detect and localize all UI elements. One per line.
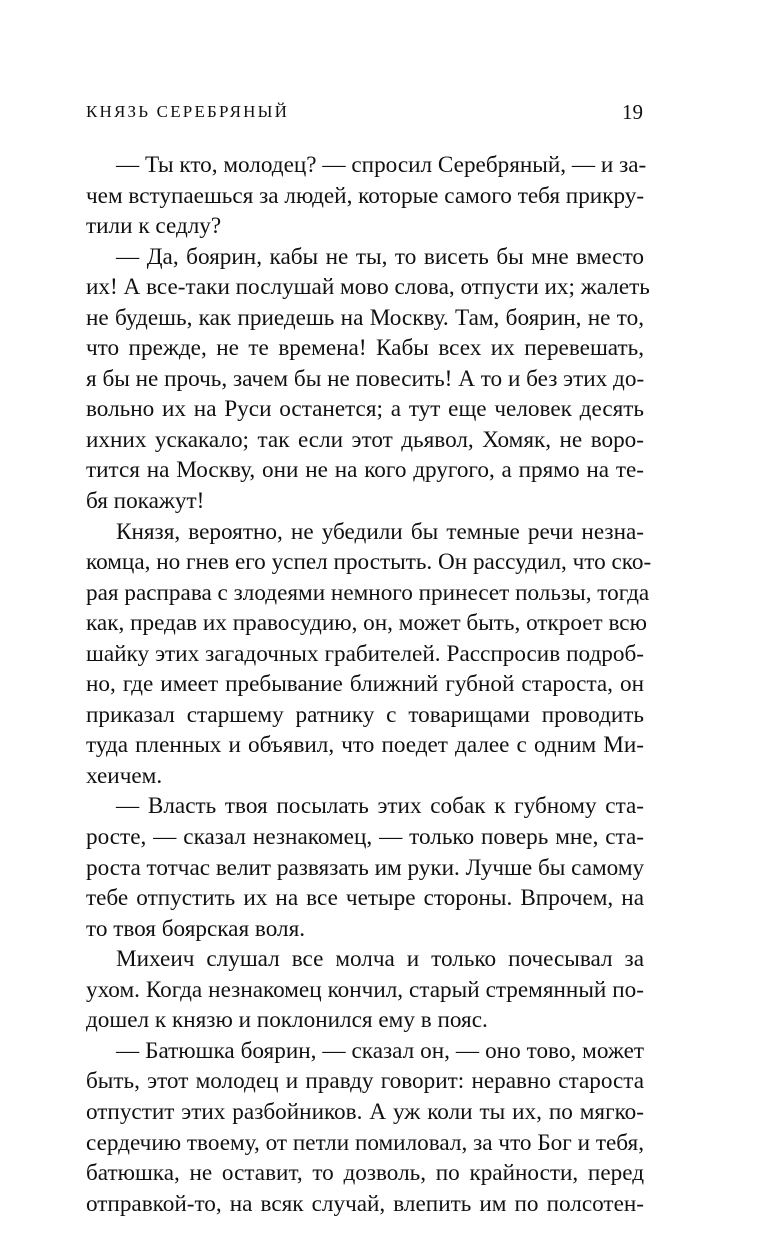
text-line: хеичем. xyxy=(86,762,163,789)
running-title: КНЯЗЬ СЕРЕБРЯНЫЙ xyxy=(86,102,290,121)
text-line: дошел к князю и поклонился ему в пояс. xyxy=(86,1007,488,1034)
text-line: — Власть твоя посылать этих собак к губному ста- xyxy=(116,793,644,820)
text-line: ихних ускакало; так если этот дьявол, Хомяк, не воро- xyxy=(86,426,644,453)
text-line: — Ты кто, молодец? — спросил Серебряный, — и за- xyxy=(116,152,647,178)
text-line: их! А все-таки послушай мово слова, отпусти их; жалеть xyxy=(86,274,650,301)
text-line: быть, этот молодец и правду говорит: неравно староста xyxy=(86,1068,644,1095)
text-line: комца, но гнев его успел простыть. Он рассудил, что ско- xyxy=(86,549,652,576)
text-line: бя покажут! xyxy=(86,488,205,515)
text-line: тится на Москву, они не на кого другого, а прямо на те- xyxy=(86,457,644,484)
book-text xyxy=(86,150,652,1219)
text-line: я бы не прочь, зачем бы не повесить! А то и без этих до- xyxy=(86,365,645,392)
text-line: росте, — сказал незнакомец, — только поверь мне, ста- xyxy=(86,824,644,851)
text-line: ухом. Когда незнакомец кончил, старый стремянный по- xyxy=(86,976,644,1003)
text-line: — Да, боярин, кабы не ты, то висеть бы мне вместо xyxy=(116,243,644,270)
text-line: батюшка, не оставит, то дозволь, по крайности, перед xyxy=(86,1160,644,1187)
text-line: что прежде, не те времена! Кабы всех их перевешать, xyxy=(86,335,644,362)
text-line: как, предав их правосудию, он, может быть, откроет всю xyxy=(86,610,647,637)
text-line: отпустит этих разбойников. А уж коли ты их, по мягко- xyxy=(86,1098,644,1125)
text-line: шайку этих загадочных грабителей. Расспросив подроб- xyxy=(86,640,644,667)
page-number: 19 xyxy=(622,100,643,124)
text-line: туда пленных и объявил, что поедет далее с одним Ми- xyxy=(86,732,644,759)
text-line: вольно их на Руси останется; а тут еще человек десять xyxy=(86,396,644,423)
text-line: рая расправа с злодеями немного принесет пользы, тогда xyxy=(86,579,650,606)
text-line: тили к седлу? xyxy=(86,213,222,240)
text-line: тебе отпустить их на все четыре стороны. Впрочем, на xyxy=(86,885,644,912)
text-line: не будешь, как приедешь на Москву. Там, боярин, не то, xyxy=(86,304,644,331)
text-line: то твоя боярская воля. xyxy=(86,915,306,942)
text-line: Михеич слушал все молча и только почесывал за xyxy=(116,946,644,973)
text-line: роста тотчас велит развязать им руки. Лучше бы самому xyxy=(86,854,645,881)
text-line: — Батюшка боярин, — сказал он, — оно тово, может xyxy=(116,1037,644,1064)
text-line: сердечию твоему, от петли помиловал, за что Бог и тебя, xyxy=(86,1129,644,1156)
text-line: отправкой-то, на всяк случай, влепить им по полсотен- xyxy=(86,1190,644,1217)
text-line: приказал старшему ратнику с товарищами проводить xyxy=(86,701,644,728)
text-line: Князя, вероятно, не убедили бы темные речи незна- xyxy=(116,518,644,545)
text-line: чем вступаешься за людей, которые самого тебя прикру- xyxy=(86,182,645,209)
text-line: но, где имеет пребывание ближний губной староста, он xyxy=(86,671,644,698)
